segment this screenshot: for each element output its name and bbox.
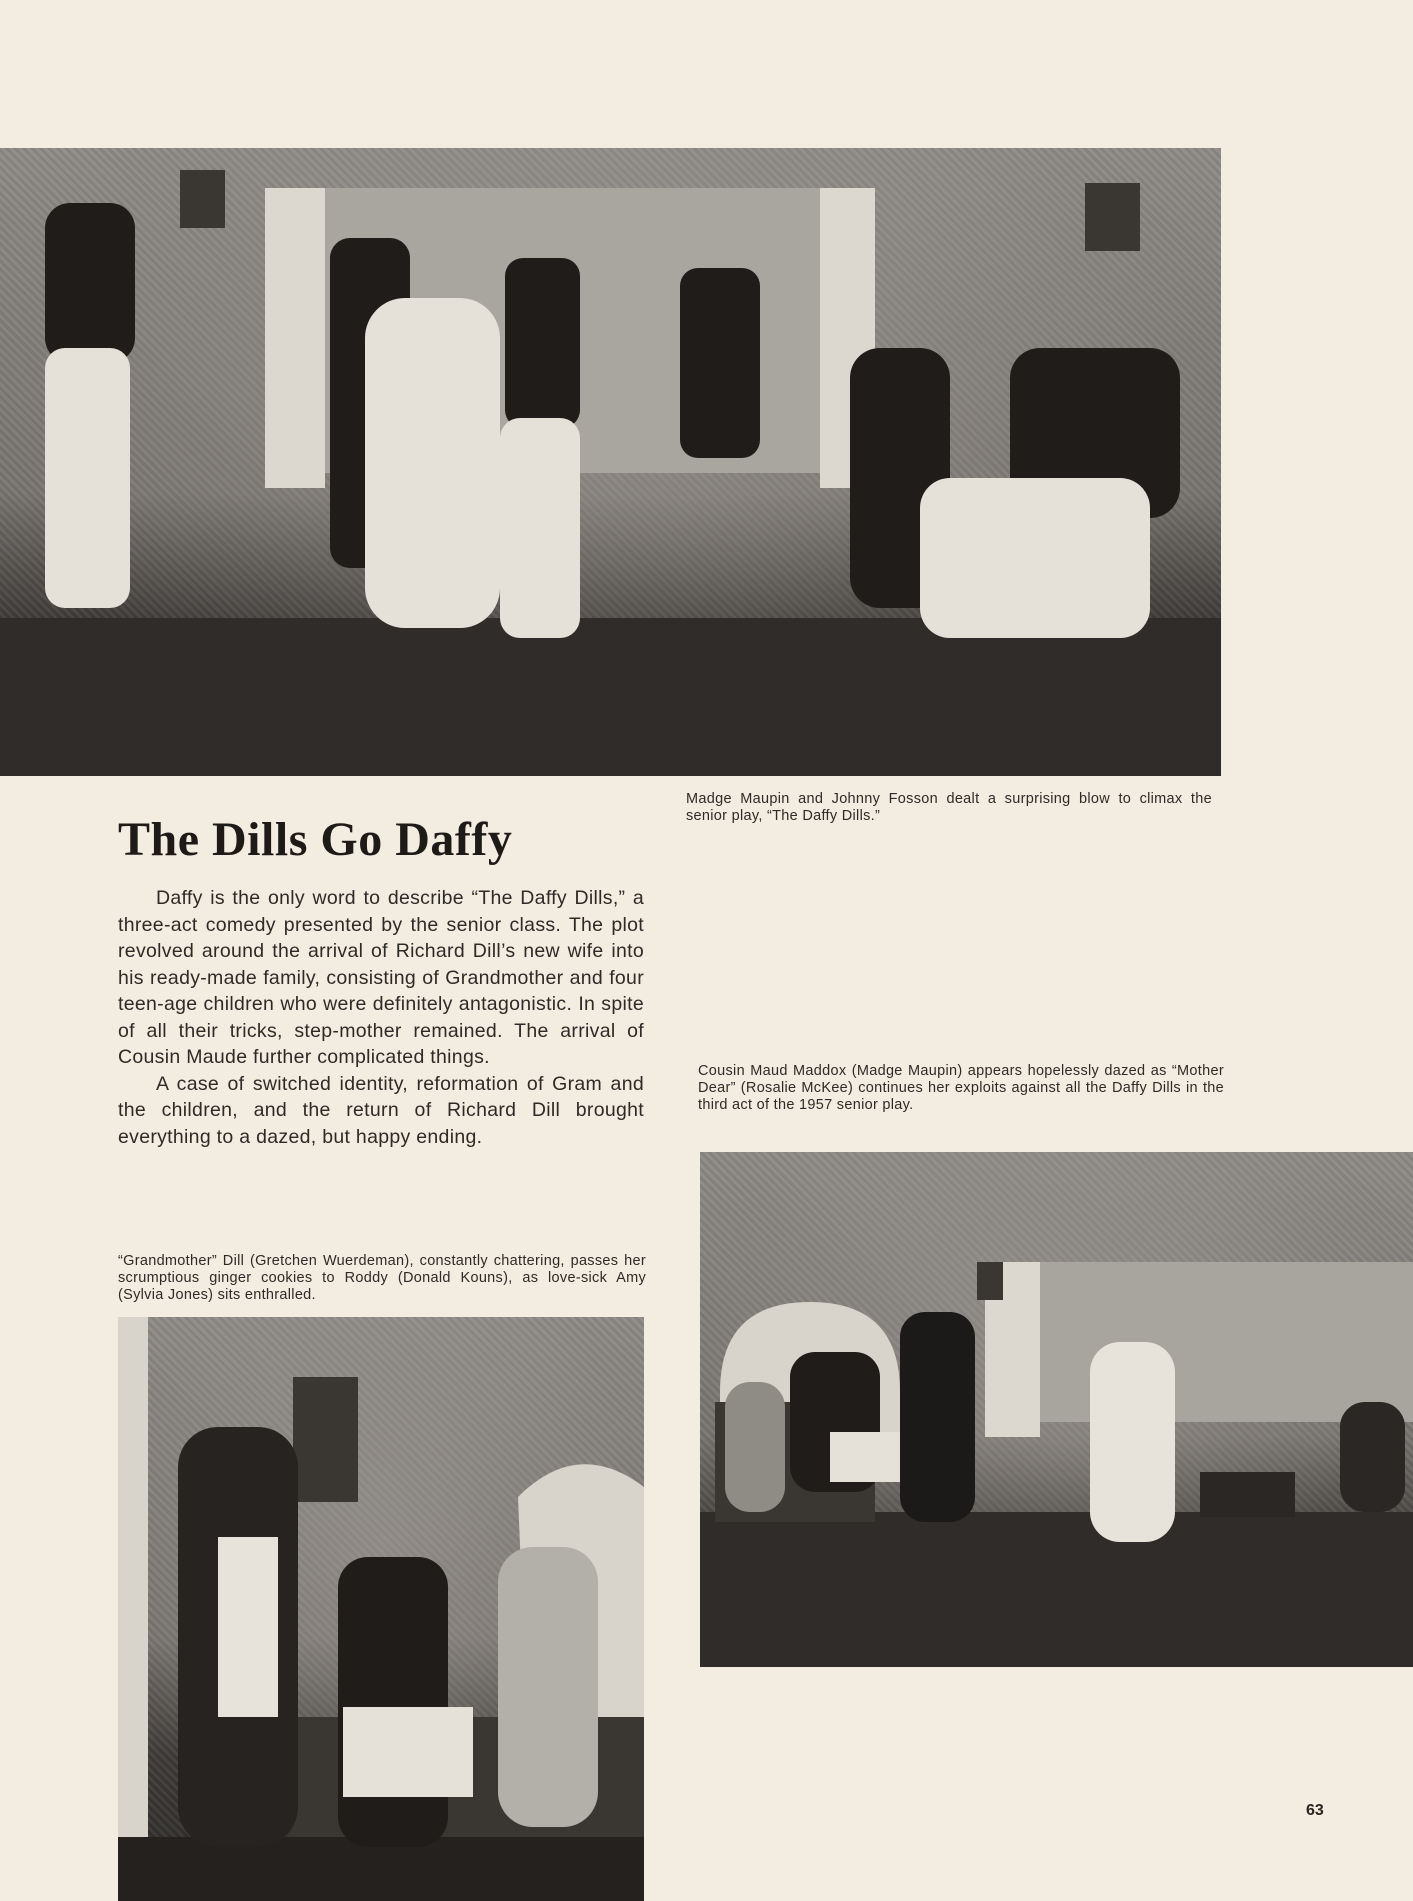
amy-figure xyxy=(498,1547,598,1827)
photo-grandmother-cookies xyxy=(118,1317,644,1901)
standing-girl xyxy=(900,1312,975,1522)
article-body xyxy=(118,885,644,1150)
doorframe xyxy=(118,1317,148,1901)
floor xyxy=(700,1512,1413,1667)
wall-picture xyxy=(293,1377,358,1502)
stage-backdrop xyxy=(985,1262,1413,1422)
caption-bottom-left-photo: “Grandmother” Dill (Gretchen Wuerdeman), constantly chattering, passes her scrumptious ginger cookies to Roddy (Donald Kouns), as love-sick Amy (Sylvia Jones) sits enthralled. xyxy=(118,1253,646,1303)
wall-frame-right xyxy=(1085,183,1140,251)
photo-bottom-left-illustration xyxy=(118,1317,644,1901)
curtain-left xyxy=(265,188,325,488)
page-number: 63 xyxy=(1306,1802,1324,1819)
caption-top-photo: Madge Maupin and Johnny Fosson dealt a surprising blow to climax the senior play, “The Daffy Dills.” xyxy=(686,791,1212,824)
woman-in-dress xyxy=(1090,1342,1175,1542)
wall-picture xyxy=(977,1262,1003,1300)
photo-cousin-maud xyxy=(700,1152,1413,1667)
seated-woman xyxy=(1340,1402,1405,1512)
stage-floor xyxy=(0,618,1221,776)
seated-girl xyxy=(725,1382,785,1512)
photo-senior-play-kiss xyxy=(0,148,1221,776)
photo-bottom-right-illustration xyxy=(700,1152,1413,1667)
side-table xyxy=(1200,1472,1295,1517)
photo-top-illustration xyxy=(0,148,1221,776)
article-paragraph: A case of switched identity, reformation of Gram and the children, and the return of Richard Dill brought everything to a dazed, but happy ending. xyxy=(118,1072,644,1148)
article-headline: The Dills Go Daffy xyxy=(118,813,513,866)
roddy-figure xyxy=(338,1557,448,1847)
caption-bottom-right-photo: Cousin Maud Maddox (Madge Maupin) appears hopelessly dazed as “Mother Dear” (Rosalie McKee) continues her exploits against all the Daffy Dills in the third act of the 1957 senior play. xyxy=(698,1063,1224,1113)
wall-frame-left xyxy=(180,170,225,228)
apron xyxy=(218,1537,278,1717)
roddy-trousers xyxy=(343,1707,473,1797)
article-paragraph: Daffy is the only word to describe “The Daffy Dills,” a three-act comedy presented by the senior class. The plot revolved around the arrival of Richard Dill’s new wife into his ready-made family, consisting of Grandmother and four teen-age children who were definitely antagonistic. In spite of all their tricks, step-mother remained. The arrival of Cousin Maude further complicated things. xyxy=(118,887,644,1068)
